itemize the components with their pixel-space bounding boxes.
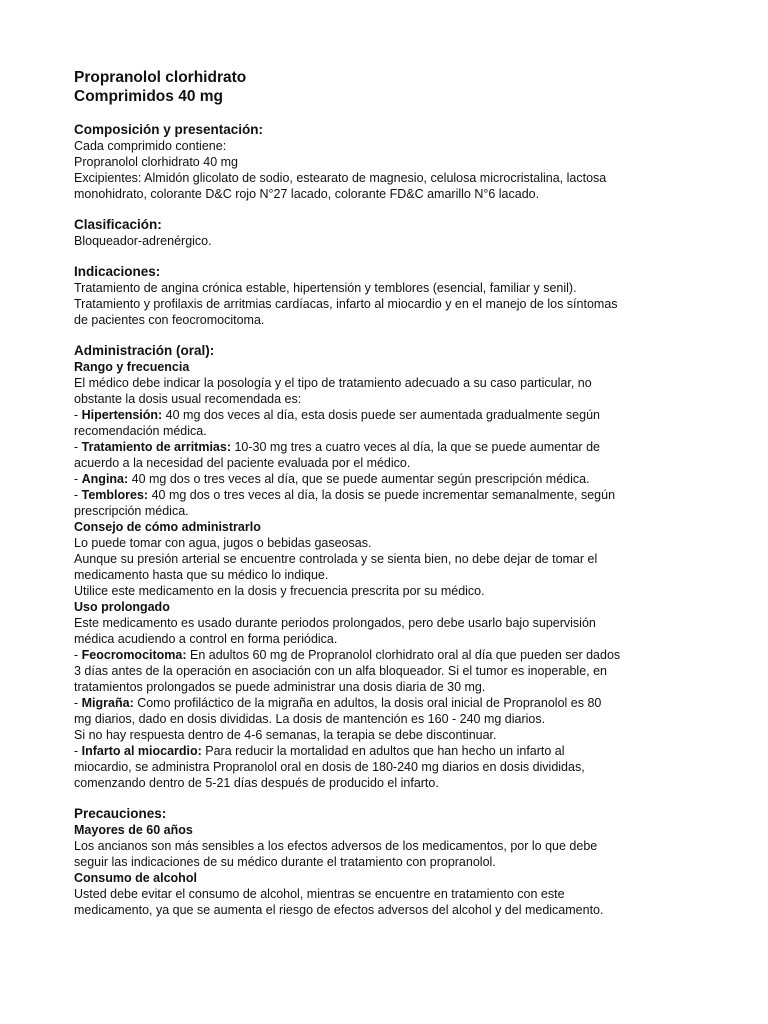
section-administracion: [74, 343, 728, 791]
rango-item-temblores: - Temblores: 40 mg dos o tres veces al día, la dosis se puede incrementar semanalmente, según prescripción médica.: [74, 488, 616, 518]
consejo-line: Utilice este medicamento en la dosis y frecuencia prescrita por su médico.: [74, 584, 485, 598]
title-line-1: Propranolol clorhidrato: [74, 69, 247, 86]
item-label: Temblores:: [81, 488, 149, 502]
document-title: [74, 68, 728, 106]
item-text: 40 mg dos o tres veces al día, la dosis se puede incrementar semanalmente, según prescripción médica.: [74, 488, 616, 518]
consejo-line: Aunque su presión arterial se encuentre controlada y se sienta bien, no debe dejar de tomar el medicamento hasta que su médico lo indique.: [74, 552, 598, 582]
section-composicion: [74, 122, 728, 202]
heading-precauciones: Precauciones:: [74, 806, 167, 821]
rango-intro: El médico debe indicar la posología y el tipo de tratamiento adecuado a su caso particular, no obstante la dosis usual recomendada es:: [74, 376, 592, 406]
rango-item-arritmias: - Tratamiento de arritmias: 10-30 mg tres a cuatro veces al día, la que se puede aumentar de acuerdo a la necesidad del paciente evaluada por el médico.: [74, 440, 600, 470]
item-text: En adultos 60 mg de Propranolol clorhidrato oral al día que pueden ser dados 3 días antes de la operación en asociación con un alfa bloqueador. Si el tumor es inoperable, en tratamientos prolongados se puede administrar una dosis diaria de 30 mg.: [74, 648, 621, 694]
subheading-uso-prolongado: Uso prolongado: [74, 600, 170, 614]
uso-item-infarto: - Infarto al miocardio: Para reducir la mortalidad en adultos que han hecho un infarto al miocardio, se administra Propranolol oral en dosis de 180-240 mg diarios en dosis divididas, comenzando dentro de 5-21 días después de producido el infarto.: [74, 744, 585, 790]
section-precauciones: [74, 806, 728, 918]
composicion-line: Propranolol clorhidrato 40 mg: [74, 155, 238, 169]
alcohol-text: Usted debe evitar el consumo de alcohol, mientras se encuentre en tratamiento con este medicamento, ya que se aumenta el riesgo de efectos adversos del alcohol y del medicamento.: [74, 887, 604, 917]
consejo-line: Lo puede tomar con agua, jugos o bebidas gaseosas.: [74, 536, 372, 550]
uso-item-feocromocitoma: - Feocromocitoma: En adultos 60 mg de Propranolol clorhidrato oral al día que pueden ser dados 3 días antes de la operación en asociación con un alfa bloqueador. Si el tumor es inoperable, en tratamientos prolongados se puede administrar una dosis diaria de 30 mg.: [74, 648, 621, 694]
mayores-text: Los ancianos son más sensibles a los efectos adversos de los medicamentos, por lo que debe seguir las indicaciones de su médico durante el tratamiento con propranolol.: [74, 839, 598, 869]
item-label: Infarto al miocardio:: [81, 744, 202, 758]
section-indicaciones: [74, 264, 728, 328]
subheading-alcohol: Consumo de alcohol: [74, 871, 197, 885]
uso-intro: Este medicamento es usado durante periodos prolongados, pero debe usarlo bajo supervisión médica acudiendo a control en forma periódica.: [74, 616, 596, 646]
item-text: Para reducir la mortalidad en adultos que han hecho un infarto al miocardio, se administra Propranolol oral en dosis de 180-240 mg diarios en dosis divididas, comenzando dentro de 5-21 días después de producido el infarto.: [74, 744, 585, 790]
clasificacion-text: Bloqueador-adrenérgico.: [74, 234, 212, 248]
composicion-line: Cada comprimido contiene:: [74, 139, 227, 153]
rango-item-hipertension: - Hipertensión: 40 mg dos veces al día, esta dosis puede ser aumentada gradualmente según recomendación médica.: [74, 408, 600, 438]
indicaciones-line: Tratamiento y profilaxis de arritmias cardíacas, infarto al miocardio y en el manejo de los síntomas de pacientes con feocromocitoma.: [74, 297, 618, 327]
section-clasificacion: [74, 217, 728, 249]
heading-indicaciones: Indicaciones:: [74, 264, 161, 279]
item-label: Migraña:: [81, 696, 134, 710]
item-label: Feocromocitoma:: [81, 648, 187, 662]
item-text: Como profiláctico de la migraña en adultos, la dosis oral inicial de Propranolol es 80 mg diarios, dado en dosis divididas. La dosis de mantención es 160 - 240 mg diarios. Si no hay respuesta dentro de 4-6 semanas, la terapia se debe discontinuar.: [74, 696, 602, 742]
title-line-2: Comprimidos 40 mg: [74, 88, 223, 105]
heading-administracion: Administración (oral):: [74, 343, 215, 358]
heading-clasificacion: Clasificación:: [74, 217, 162, 232]
heading-composicion: Composición y presentación:: [74, 122, 264, 137]
subheading-rango: Rango y frecuencia: [74, 360, 190, 374]
subheading-mayores-60: Mayores de 60 años: [74, 823, 193, 837]
item-label: Tratamiento de arritmias:: [81, 440, 231, 454]
indicaciones-line: Tratamiento de angina crónica estable, hipertensión y temblores (esencial, familiar y senil).: [74, 281, 577, 295]
uso-item-migrana: - Migraña: Como profiláctico de la migraña en adultos, la dosis oral inicial de Propranolol es 80 mg diarios, dado en dosis divididas. La dosis de mantención es 160 - 240 mg diarios. Si no hay respuesta dentro de 4-6 semanas, la terapia se debe discontinuar.: [74, 696, 602, 742]
subheading-consejo: Consejo de cómo administrarlo: [74, 520, 261, 534]
rango-item-angina: - Angina: 40 mg dos o tres veces al día, que se puede aumentar según prescripción médica.: [74, 472, 590, 486]
item-text: 10-30 mg tres a cuatro veces al día, la que se puede aumentar de acuerdo a la necesidad del paciente evaluada por el médico.: [74, 440, 600, 470]
composicion-excipientes: Excipientes: Almidón glicolato de sodio, estearato de magnesio, celulosa microcristalina, lactosa monohidrato, colorante D&C rojo N°27 lacado, colorante FD&C amarillo N°6 lacado.: [74, 171, 607, 201]
item-label: Hipertensión:: [81, 408, 163, 422]
item-label: Angina:: [81, 472, 129, 486]
item-text: 40 mg dos o tres veces al día, que se puede aumentar según prescripción médica.: [128, 472, 590, 486]
item-text: 40 mg dos veces al día, esta dosis puede ser aumentada gradualmente según recomendación médica.: [74, 408, 600, 438]
